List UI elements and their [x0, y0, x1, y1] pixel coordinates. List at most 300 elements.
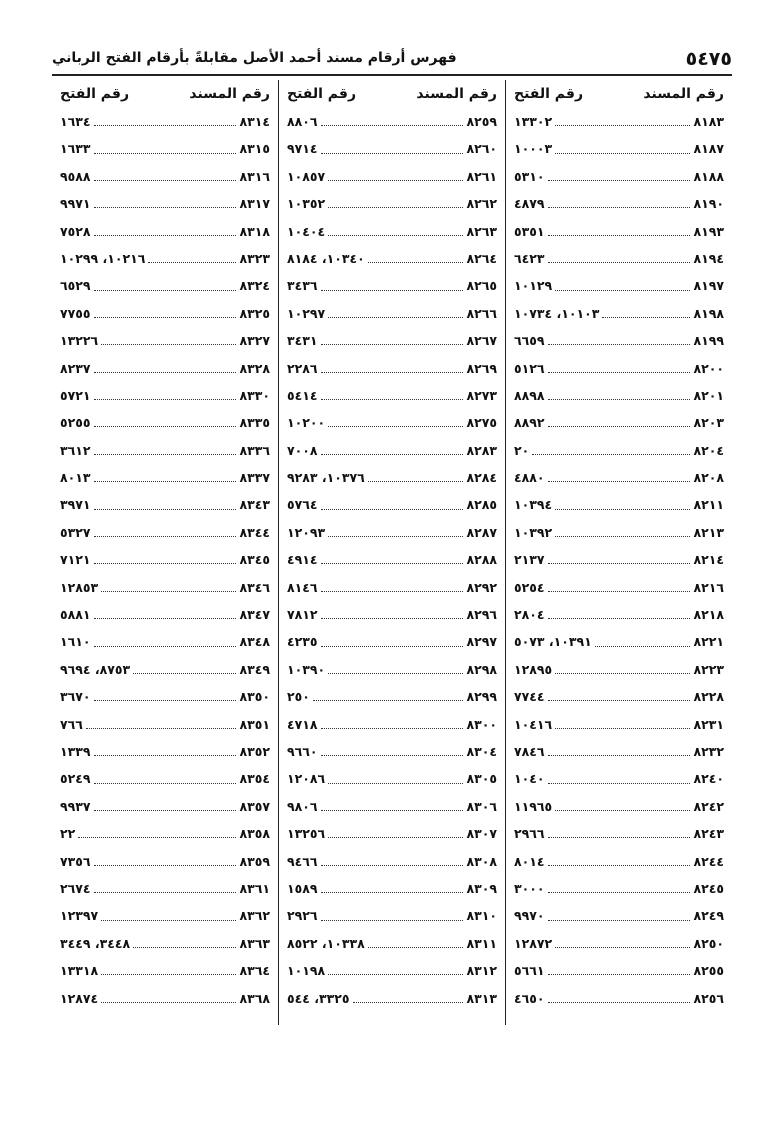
- table-row: [514, 245, 724, 272]
- dot-leader: [101, 344, 236, 345]
- dot-leader: [321, 563, 464, 564]
- musnad-number: ٨٢٨٥: [466, 497, 497, 513]
- table-row: [514, 437, 724, 464]
- musnad-number: ٨٢٦٤: [466, 250, 497, 266]
- fath-number: ١٠٢٠٠: [287, 415, 326, 431]
- musnad-number: ٨١٩٣: [693, 223, 724, 239]
- musnad-number: ٨٣٣٠: [239, 387, 270, 403]
- dot-leader: [555, 290, 690, 291]
- table-row: [514, 902, 724, 929]
- fath-number: ٢٢٨٦: [287, 360, 318, 376]
- fath-number: ١٣٢٥٦: [287, 826, 326, 842]
- table-row: [60, 656, 270, 683]
- musnad-number: ٨٢٤٩: [693, 908, 724, 924]
- dot-leader: [321, 810, 464, 811]
- table-row: [287, 218, 497, 245]
- dot-leader: [94, 536, 237, 537]
- fath-number: ٥٢٥٥: [60, 415, 91, 431]
- fath-number: ١٠٣٤٠، ٨١٨٤: [287, 250, 365, 266]
- table-row: [60, 519, 270, 546]
- fath-number: ١٣٣١٨: [60, 963, 99, 979]
- fath-number: ١٢٨٩٥: [514, 661, 553, 677]
- table-row: [60, 272, 270, 299]
- table-row: [287, 765, 497, 792]
- musnad-number: ٨٣١٧: [239, 196, 270, 212]
- column-header: [514, 80, 724, 108]
- table-row: [287, 574, 497, 601]
- fath-number: ٧٠٠٨: [287, 442, 318, 458]
- musnad-number: ٨٣٦٣: [239, 935, 270, 951]
- dot-leader: [548, 235, 691, 236]
- fath-number: ١٢٠٨٦: [287, 771, 326, 787]
- dot-leader: [548, 399, 691, 400]
- table-row: [287, 656, 497, 683]
- dot-leader: [532, 454, 690, 455]
- table-row: [514, 765, 724, 792]
- fath-number: ٦٦٥٩: [514, 333, 545, 349]
- fath-number: ٢٢: [60, 826, 76, 842]
- dot-leader: [595, 646, 691, 647]
- table-row: [514, 656, 724, 683]
- dot-leader: [94, 865, 237, 866]
- musnad-number: ٨١٩٩: [693, 333, 724, 349]
- fath-number: ١٢٣٩٧: [60, 908, 99, 924]
- fath-number: ١٥٨٩: [287, 880, 318, 896]
- musnad-number: ٨٢٦٥: [466, 278, 497, 294]
- dot-leader: [321, 865, 464, 866]
- table-row: [287, 985, 497, 1012]
- dot-leader: [94, 755, 237, 756]
- dot-leader: [94, 125, 237, 126]
- musnad-number: ٨٢٢٨: [693, 689, 724, 705]
- fath-number: ٥٤١٤: [287, 387, 318, 403]
- fath-number: ١٠٣٧٦، ٩٢٨٣: [287, 470, 365, 486]
- table-row: [60, 902, 270, 929]
- dot-leader: [555, 947, 690, 948]
- musnad-number: ٨٢٥٩: [466, 114, 497, 129]
- fath-number: ١٠٣٥٢: [287, 196, 326, 212]
- musnad-number: ٨٣٣٥: [239, 415, 270, 431]
- table-row: [60, 245, 270, 272]
- fath-number: ٩٩٣٧: [60, 798, 91, 814]
- table-row: [287, 437, 497, 464]
- dot-leader: [555, 509, 690, 510]
- table-row: [60, 108, 270, 135]
- musnad-number: ٨٣٢٥: [239, 305, 270, 321]
- musnad-number: ٨٢٩٨: [466, 661, 497, 677]
- fath-number: ٨٨٩٨: [514, 387, 545, 403]
- dot-leader: [321, 728, 464, 729]
- fath-number: ٢٥٠: [287, 689, 310, 705]
- musnad-number: ٨٢٨٧: [466, 524, 497, 540]
- table-row: [287, 382, 497, 409]
- table-row: [514, 793, 724, 820]
- fath-number: ١٠٣٣٨، ٨٥٢٢: [287, 935, 365, 951]
- dot-leader: [321, 290, 464, 291]
- header-musnad: رقم المسند: [643, 86, 724, 102]
- musnad-number: ٨٢٠٠: [693, 360, 724, 376]
- musnad-number: ٨١٨٣: [693, 114, 724, 129]
- table-row: [514, 272, 724, 299]
- musnad-number: ٨١٩٤: [693, 250, 724, 266]
- fath-number: ٧٧٤٤: [514, 689, 545, 705]
- fath-number: ١٠٢٩٧: [287, 305, 326, 321]
- fath-number: ١٠٣٩٢: [514, 524, 553, 540]
- dot-leader: [321, 153, 464, 154]
- fath-number: ١٠٣٩٠: [287, 661, 326, 677]
- fath-number: ١٠١٢٩: [514, 278, 553, 294]
- fath-number: ٣٩٧١: [60, 497, 91, 513]
- fath-number: ٥١٢٦: [514, 360, 545, 376]
- header-musnad: رقم المسند: [416, 86, 497, 102]
- musnad-number: ٨٣٤٨: [239, 634, 270, 650]
- dot-leader: [548, 618, 691, 619]
- dot-leader: [321, 755, 464, 756]
- fath-number: ١٠٤٠: [514, 771, 545, 787]
- fath-number: ٤٧١٨: [287, 716, 318, 732]
- musnad-number: ٨٣٢٤: [239, 278, 270, 294]
- table-row: [60, 300, 270, 327]
- page-number: ٥٤٧٥: [685, 48, 732, 70]
- musnad-number: ٨٢٣٢: [693, 743, 724, 759]
- musnad-number: ٨٣٠٩: [466, 880, 497, 896]
- table-row: [514, 409, 724, 436]
- dot-leader: [368, 481, 464, 482]
- dot-leader: [548, 591, 691, 592]
- musnad-number: ٨٢٧٣: [466, 387, 497, 403]
- dot-leader: [94, 810, 237, 811]
- table-row: [287, 957, 497, 984]
- dot-leader: [548, 974, 691, 975]
- fath-number: ٢٩٦٦: [514, 826, 545, 842]
- table-row: [287, 190, 497, 217]
- fath-number: ٨٢٣٧: [60, 360, 91, 376]
- fath-number: ١٠١٠٣، ١٠٧٣٤: [514, 305, 600, 321]
- musnad-number: ٨٣٥٠: [239, 689, 270, 705]
- fath-number: ١٣٣٩: [60, 743, 91, 759]
- header-fath: رقم الفتح: [514, 86, 584, 102]
- fath-number: ٥٦٦١: [514, 963, 545, 979]
- musnad-number: ٨١٩٠: [693, 196, 724, 212]
- musnad-number: ٨٣١٣: [466, 990, 497, 1006]
- musnad-number: ٨٢٨٨: [466, 552, 497, 568]
- fath-number: ٧٨٤٦: [514, 743, 545, 759]
- table-row: [287, 738, 497, 765]
- table-row: [60, 957, 270, 984]
- musnad-number: ٨٣٥١: [239, 716, 270, 732]
- table-row: [514, 519, 724, 546]
- musnad-number: ٨٣١٢: [466, 963, 497, 979]
- table-row: [514, 163, 724, 190]
- dot-leader: [328, 426, 463, 427]
- table-row: [287, 519, 497, 546]
- dot-leader: [148, 262, 236, 263]
- musnad-number: ٨٢١٣: [693, 524, 724, 540]
- dot-leader: [555, 673, 690, 674]
- table-row: [60, 985, 270, 1012]
- dot-leader: [94, 317, 237, 318]
- dot-leader: [94, 399, 237, 400]
- musnad-number: ٨١٩٨: [693, 305, 724, 321]
- header-musnad: رقم المسند: [189, 86, 270, 102]
- musnad-number: ٨٢٨٣: [466, 442, 497, 458]
- fath-number: ٣٤٤٨، ٣٤٤٩: [60, 935, 131, 951]
- dot-leader: [548, 426, 691, 427]
- fath-number: ٧٥٢٨: [60, 223, 91, 239]
- dot-leader: [328, 673, 463, 674]
- fath-number: ٨٠١٤: [514, 853, 545, 869]
- dot-leader: [94, 153, 237, 154]
- dot-leader: [94, 700, 237, 701]
- dot-leader: [101, 920, 236, 921]
- table-row: [287, 902, 497, 929]
- fath-number: ٦٥٢٩: [60, 278, 91, 294]
- fath-number: ٧١٢١: [60, 552, 91, 568]
- fath-number: ١٢٠٩٣: [287, 524, 326, 540]
- musnad-number: ٨٢٤٣: [693, 826, 724, 842]
- musnad-number: ٨٢٤٤: [693, 853, 724, 869]
- table-row: [287, 683, 497, 710]
- dot-leader: [94, 235, 237, 236]
- column-header: [287, 80, 497, 108]
- fath-number: ٢٦٧٤: [60, 880, 91, 896]
- table-row: [60, 437, 270, 464]
- fath-number: ٧٣٥٦: [60, 853, 91, 869]
- musnad-number: ٨٢٦٩: [466, 360, 497, 376]
- musnad-number: ٨٣٠٠: [466, 716, 497, 732]
- table-row: [60, 464, 270, 491]
- dot-leader: [321, 454, 464, 455]
- dot-leader: [321, 372, 464, 373]
- musnad-number: ٨٣٣٧: [239, 470, 270, 486]
- fath-number: ١٠٠٠٣: [514, 141, 553, 157]
- dot-leader: [555, 125, 690, 126]
- fath-number: ٤٢٣٥: [287, 634, 318, 650]
- musnad-number: ٨٣٢٧: [239, 333, 270, 349]
- dot-leader: [86, 728, 237, 729]
- table-row: [60, 218, 270, 245]
- table-row: [287, 793, 497, 820]
- musnad-number: ٨٢٧٥: [466, 415, 497, 431]
- fath-number: ١١٩٦٥: [514, 798, 553, 814]
- header-rule: [52, 74, 732, 76]
- musnad-number: ٨٣٥٤: [239, 771, 270, 787]
- table-row: [287, 930, 497, 957]
- table-row: [287, 409, 497, 436]
- table-row: [60, 574, 270, 601]
- fath-number: ١٠٢١٦، ١٠٢٩٩: [60, 250, 146, 266]
- table-row: [514, 355, 724, 382]
- fath-number: ٥٨٨١: [60, 607, 91, 623]
- column-rows: [287, 108, 497, 1012]
- dot-leader: [548, 563, 691, 564]
- musnad-number: ٨٣١٨: [239, 223, 270, 239]
- dot-leader: [548, 1002, 691, 1003]
- musnad-number: ٨٢١٤: [693, 552, 724, 568]
- table-row: [287, 355, 497, 382]
- table-row: [287, 163, 497, 190]
- table-row: [60, 546, 270, 573]
- table-row: [60, 683, 270, 710]
- table-row: [514, 711, 724, 738]
- dot-leader: [555, 810, 690, 811]
- musnad-number: ٨٢٤٥: [693, 880, 724, 896]
- table-row: [60, 738, 270, 765]
- dot-leader: [548, 755, 691, 756]
- fath-number: ٤٨٨٠: [514, 470, 545, 486]
- dot-leader: [101, 974, 236, 975]
- dot-leader: [548, 344, 691, 345]
- musnad-number: ٨٢٩٦: [466, 607, 497, 623]
- table-row: [287, 108, 497, 135]
- fath-number: ٧٧٥٥: [60, 305, 91, 321]
- table-row: [514, 491, 724, 518]
- musnad-number: ٨٣٤٧: [239, 607, 270, 623]
- musnad-number: ٨٣٦٢: [239, 908, 270, 924]
- fath-number: ٣٣٢٥، ٥٤٤: [287, 990, 350, 1006]
- table-row: [287, 464, 497, 491]
- fath-number: ١٦٣٤: [60, 114, 91, 129]
- table-row: [60, 793, 270, 820]
- page-header: [52, 48, 732, 74]
- dot-leader: [94, 509, 237, 510]
- musnad-number: ٨٢٩٧: [466, 634, 497, 650]
- fath-number: ١٠٣٩١، ٥٠٧٣: [514, 634, 592, 650]
- fath-number: ١٠١٩٨: [287, 963, 326, 979]
- dot-leader: [94, 372, 237, 373]
- table-row: [514, 957, 724, 984]
- musnad-number: ٨٣٥٧: [239, 798, 270, 814]
- musnad-number: ٨٣٦٤: [239, 963, 270, 979]
- dot-leader: [321, 618, 464, 619]
- fath-number: ٨١٤٦: [287, 579, 318, 595]
- fath-number: ٤٦٥٠: [514, 990, 545, 1006]
- fath-number: ١٠٤٠٤: [287, 223, 326, 239]
- dot-leader: [548, 481, 691, 482]
- dot-leader: [555, 536, 690, 537]
- dot-leader: [602, 317, 690, 318]
- fath-number: ٩٤٦٦: [287, 853, 318, 869]
- dot-leader: [321, 125, 464, 126]
- dot-leader: [328, 837, 463, 838]
- table-row: [60, 848, 270, 875]
- table-row: [60, 135, 270, 162]
- table-column: [279, 80, 506, 1025]
- table-row: [287, 628, 497, 655]
- musnad-number: ٨٣٤٤: [239, 524, 270, 540]
- fath-number: ٢١٣٧: [514, 552, 545, 568]
- table-row: [287, 820, 497, 847]
- table-row: [287, 711, 497, 738]
- table-row: [514, 574, 724, 601]
- dot-leader: [548, 180, 691, 181]
- column-rows: [514, 108, 724, 1012]
- dot-leader: [321, 920, 464, 921]
- dot-leader: [328, 536, 463, 537]
- fath-number: ٣٠٠٠: [514, 880, 545, 896]
- table-row: [60, 491, 270, 518]
- fath-number: ٨٧٥٣، ٩٦٩٤: [60, 661, 131, 677]
- musnad-number: ٨٣٠٤: [466, 743, 497, 759]
- table-row: [514, 382, 724, 409]
- fath-number: ٥٢٥٤: [514, 579, 545, 595]
- fath-number: ٩٩٧١: [60, 196, 91, 212]
- dot-leader: [94, 481, 237, 482]
- musnad-number: ٨٢٠٣: [693, 415, 724, 431]
- table-row: [514, 190, 724, 217]
- dot-leader: [321, 509, 464, 510]
- table-row: [514, 464, 724, 491]
- fath-number: ١٢٨٧٢: [514, 935, 553, 951]
- fath-number: ١٠٤١٦: [514, 716, 553, 732]
- musnad-number: ٨٣٤٥: [239, 552, 270, 568]
- dot-leader: [548, 920, 691, 921]
- table-row: [514, 848, 724, 875]
- dot-leader: [555, 153, 690, 154]
- table-row: [287, 245, 497, 272]
- fath-number: ٧٦٦: [60, 716, 83, 732]
- musnad-number: ٨٢٦٠: [466, 141, 497, 157]
- table-row: [60, 409, 270, 436]
- table-row: [514, 135, 724, 162]
- dot-leader: [78, 837, 236, 838]
- musnad-number: ٨٣٣٦: [239, 442, 270, 458]
- musnad-number: ٨٢٦٢: [466, 196, 497, 212]
- fath-number: ٣٦٧٠: [60, 689, 91, 705]
- fath-number: ٩٨٠٦: [287, 798, 318, 814]
- table-row: [287, 601, 497, 628]
- fath-number: ٧٨١٢: [287, 607, 318, 623]
- dot-leader: [548, 700, 691, 701]
- dot-leader: [328, 207, 463, 208]
- dot-leader: [328, 783, 463, 784]
- fath-number: ١٢٨٥٣: [60, 579, 99, 595]
- musnad-number: ٨٣٠٦: [466, 798, 497, 814]
- dot-leader: [313, 700, 464, 701]
- musnad-number: ٨٢٠١: [693, 387, 724, 403]
- table-row: [60, 190, 270, 217]
- dot-leader: [321, 344, 464, 345]
- table-row: [514, 738, 724, 765]
- fath-number: ٥٣٢٧: [60, 524, 91, 540]
- table-row: [514, 930, 724, 957]
- table-row: [287, 546, 497, 573]
- table-row: [60, 327, 270, 354]
- table-row: [514, 300, 724, 327]
- table-row: [514, 820, 724, 847]
- fath-number: ٢٨٠٤: [514, 607, 545, 623]
- table-row: [60, 765, 270, 792]
- table-row: [514, 546, 724, 573]
- dot-leader: [94, 207, 237, 208]
- table-row: [514, 218, 724, 245]
- table-column: [52, 80, 279, 1025]
- fath-number: ١٦٣٣: [60, 141, 91, 157]
- table-row: [514, 108, 724, 135]
- fath-number: ٤٩١٤: [287, 552, 318, 568]
- table-row: [60, 820, 270, 847]
- dot-leader: [548, 837, 691, 838]
- fath-number: ٣٦١٢: [60, 442, 91, 458]
- fath-number: ٨٨٩٢: [514, 415, 545, 431]
- index-table: [52, 80, 732, 1025]
- musnad-number: ٨٣٦٨: [239, 990, 270, 1006]
- table-row: [60, 601, 270, 628]
- musnad-number: ٨٣٢٣: [239, 250, 270, 266]
- musnad-number: ٨٢٥٥: [693, 963, 724, 979]
- fath-number: ١٢٨٧٤: [60, 990, 99, 1006]
- table-row: [514, 875, 724, 902]
